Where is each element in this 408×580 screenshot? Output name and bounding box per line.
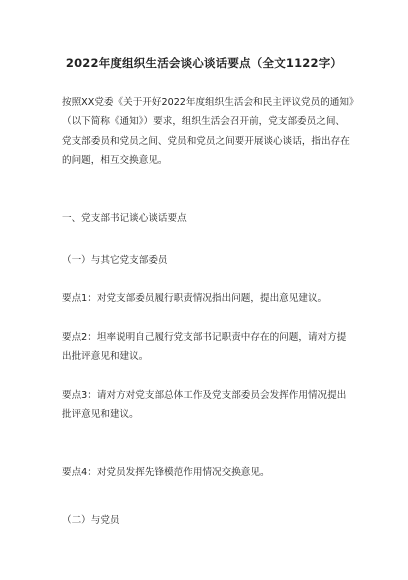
point-text: 对党员发挥先锋模范作用情况交换意见。 [96, 467, 270, 478]
point-item [62, 386, 354, 425]
point-label: 要点3： [62, 390, 97, 401]
point-label: 要点2： [62, 332, 97, 343]
point-text: 请对方对党支部总体工作及党支部委员会发挥作用情况提出批评意见和建议。 [62, 390, 347, 421]
point-label: 要点4： [62, 467, 97, 478]
intro-paragraph: 按照XX党委《关于开好2022年度组织生活会和民主评议党员的通知》（以下简称《通知》）要求，组织生活会召开前，党支部委员之间、党支部委员和党员之间、党员和党员之间要开展谈心谈话，指出存在的问题，相互交换意见。 [62, 97, 354, 167]
point-text: 坦率说明自己履行党支部书记职责中存在的问题，请对方提出批评意见和建议。 [62, 332, 347, 363]
point-item [62, 328, 354, 367]
section-heading: 一、党支部书记谈心谈话要点 [62, 213, 187, 224]
point-item [62, 463, 354, 482]
subsection-heading: （二）与党员 [62, 515, 120, 526]
subsection-heading: （一）与其它党支部委员 [62, 255, 168, 266]
point-text: 对党支部委员履行职责情况指出问题，提出意见建议。 [96, 293, 328, 304]
document-title: 2022年度组织生活会谈心谈话要点（全文1122字） [65, 56, 343, 70]
point-item [62, 289, 354, 308]
point-label: 要点1： [62, 293, 97, 304]
